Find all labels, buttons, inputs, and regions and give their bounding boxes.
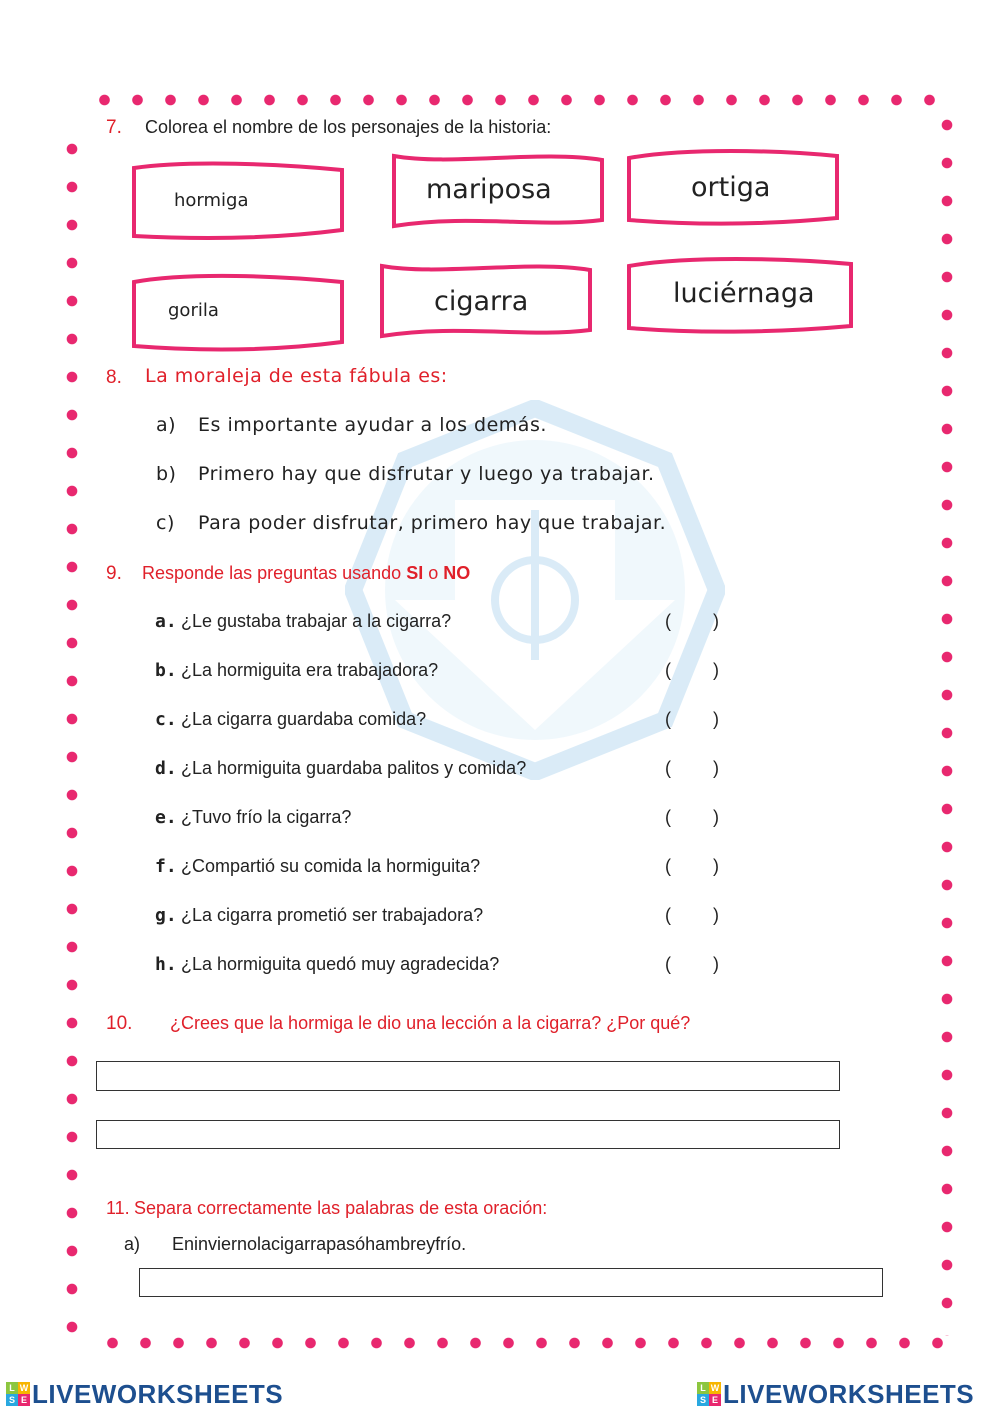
q8-text: La moraleja de esta fábula es: bbox=[145, 365, 448, 387]
yn-question-h bbox=[155, 954, 755, 980]
yn-text: ¿La cigarra prometió ser trabajadora? bbox=[181, 905, 484, 925]
q9-middle: o bbox=[423, 563, 444, 583]
yn-answer-open[interactable]: ( bbox=[665, 905, 671, 925]
yn-answer-close: ) bbox=[713, 856, 719, 876]
q11-sentence: Eninviernolacigarrapasóhambreyfrío. bbox=[172, 1234, 467, 1254]
moral-letter: b) bbox=[156, 463, 177, 485]
yn-question-g bbox=[155, 905, 755, 931]
yn-letter: c. bbox=[155, 709, 177, 730]
q11-number: 11. bbox=[106, 1198, 130, 1218]
q7-text: Colorea el nombre de los personajes de la historia: bbox=[145, 117, 552, 137]
liveworksheets-logo-left bbox=[6, 1380, 283, 1408]
yn-letter: h. bbox=[155, 954, 177, 975]
liveworksheets-brand: LIVEWORKSHEETS bbox=[32, 1378, 284, 1409]
option-label: cigarra bbox=[434, 286, 529, 317]
moral-text: Primero hay que disfrutar y luego ya trabajar. bbox=[198, 463, 655, 485]
q9-text-before: Responde las preguntas usando bbox=[142, 563, 407, 583]
mark-letter: E bbox=[709, 1394, 721, 1406]
option-cigarra[interactable] bbox=[378, 262, 596, 342]
yn-answer-open[interactable]: ( bbox=[665, 807, 671, 827]
yn-answer-close: ) bbox=[713, 709, 719, 729]
liveworksheets-mark-icon bbox=[6, 1382, 30, 1406]
yn-answer-open[interactable]: ( bbox=[665, 758, 671, 778]
q11-letter: a) bbox=[124, 1234, 141, 1254]
yn-letter: e. bbox=[155, 807, 177, 828]
option-gorila[interactable] bbox=[130, 272, 348, 354]
yn-answer-open[interactable]: ( bbox=[665, 660, 671, 680]
option-label: hormiga bbox=[174, 190, 249, 211]
yn-text: ¿La hormiguita era trabajadora? bbox=[181, 660, 439, 680]
q10-answer-field-2[interactable] bbox=[96, 1120, 840, 1149]
q9-si: SI bbox=[406, 563, 424, 583]
yn-letter: f. bbox=[155, 856, 177, 877]
yn-text: ¿La hormiguita guardaba palitos y comida? bbox=[181, 758, 527, 778]
border-dots-bottom bbox=[96, 1337, 958, 1349]
mark-letter: L bbox=[6, 1382, 18, 1394]
yn-question-f bbox=[155, 856, 755, 882]
q10-number: 10. bbox=[106, 1013, 133, 1034]
mark-letter: S bbox=[697, 1394, 709, 1406]
option-label: ortiga bbox=[691, 172, 771, 203]
yn-answer-close: ) bbox=[713, 611, 719, 631]
yn-text: ¿Le gustaba trabajar a la cigarra? bbox=[181, 611, 452, 631]
yn-answer-close: ) bbox=[713, 660, 719, 680]
moral-letter: a) bbox=[156, 414, 177, 436]
liveworksheets-mark-icon bbox=[697, 1382, 721, 1406]
yn-text: ¿Tuvo frío la cigarra? bbox=[181, 807, 352, 827]
yn-answer-close: ) bbox=[713, 905, 719, 925]
yn-answer-close: ) bbox=[713, 758, 719, 778]
moral-text: Para poder disfrutar, primero hay que trabajar. bbox=[198, 512, 667, 534]
q8-number: 8. bbox=[106, 367, 122, 388]
moral-option-a[interactable] bbox=[156, 414, 547, 436]
yn-answer-open[interactable]: ( bbox=[665, 856, 671, 876]
q7-number: 7. bbox=[106, 117, 122, 138]
yn-question-b bbox=[155, 660, 755, 686]
border-dots-right bbox=[941, 106, 953, 1336]
yn-letter: g. bbox=[155, 905, 177, 926]
mark-letter: E bbox=[18, 1394, 30, 1406]
option-luciernaga[interactable] bbox=[625, 256, 857, 336]
moral-letter: c) bbox=[156, 512, 175, 534]
q9-no: NO bbox=[443, 563, 471, 583]
yn-text: ¿La hormiguita quedó muy agradecida? bbox=[181, 954, 500, 974]
yn-text: ¿Compartió su comida la hormiguita? bbox=[181, 856, 481, 876]
yn-question-d bbox=[155, 758, 755, 784]
liveworksheets-brand: LIVEWORKSHEETS bbox=[723, 1378, 975, 1409]
yn-answer-open[interactable]: ( bbox=[665, 709, 671, 729]
moral-text: Es importante ayudar a los demás. bbox=[198, 414, 547, 436]
yn-answer-close: ) bbox=[713, 954, 719, 974]
border-dots-top bbox=[88, 94, 950, 106]
liveworksheets-logo-right bbox=[697, 1380, 974, 1408]
moral-option-c[interactable] bbox=[156, 512, 666, 534]
yn-letter: b. bbox=[155, 660, 177, 681]
yn-question-a bbox=[155, 611, 755, 637]
yn-question-c bbox=[155, 709, 755, 735]
option-label: mariposa bbox=[426, 174, 552, 205]
yn-answer-open[interactable]: ( bbox=[665, 954, 671, 974]
border-dots-left bbox=[66, 130, 78, 1350]
q9-number: 9. bbox=[106, 563, 122, 584]
mark-letter: W bbox=[710, 1383, 720, 1393]
q11-answer-field[interactable] bbox=[139, 1268, 883, 1297]
q10-answer-field-1[interactable] bbox=[96, 1061, 840, 1091]
option-ortiga[interactable] bbox=[625, 148, 843, 228]
q9-text bbox=[142, 563, 470, 584]
mark-letter: S bbox=[6, 1394, 18, 1406]
option-label: luciérnaga bbox=[673, 278, 815, 309]
yn-question-e bbox=[155, 807, 755, 833]
yn-answer-open[interactable]: ( bbox=[665, 611, 671, 631]
mark-letter: L bbox=[697, 1382, 709, 1394]
yn-text: ¿La cigarra guardaba comida? bbox=[181, 709, 427, 729]
option-hormiga[interactable] bbox=[130, 160, 348, 244]
mark-letter: W bbox=[19, 1383, 29, 1393]
yn-letter: d. bbox=[155, 758, 177, 779]
yn-letter: a. bbox=[155, 611, 177, 632]
q10-text: ¿Crees que la hormiga le dio una lección a la cigarra? ¿Por qué? bbox=[170, 1013, 691, 1033]
q11-text: Separa correctamente las palabras de esta oración: bbox=[134, 1198, 548, 1218]
option-mariposa[interactable] bbox=[390, 152, 608, 232]
moral-option-b[interactable] bbox=[156, 463, 655, 485]
option-label: gorila bbox=[168, 300, 219, 321]
yn-answer-close: ) bbox=[713, 807, 719, 827]
